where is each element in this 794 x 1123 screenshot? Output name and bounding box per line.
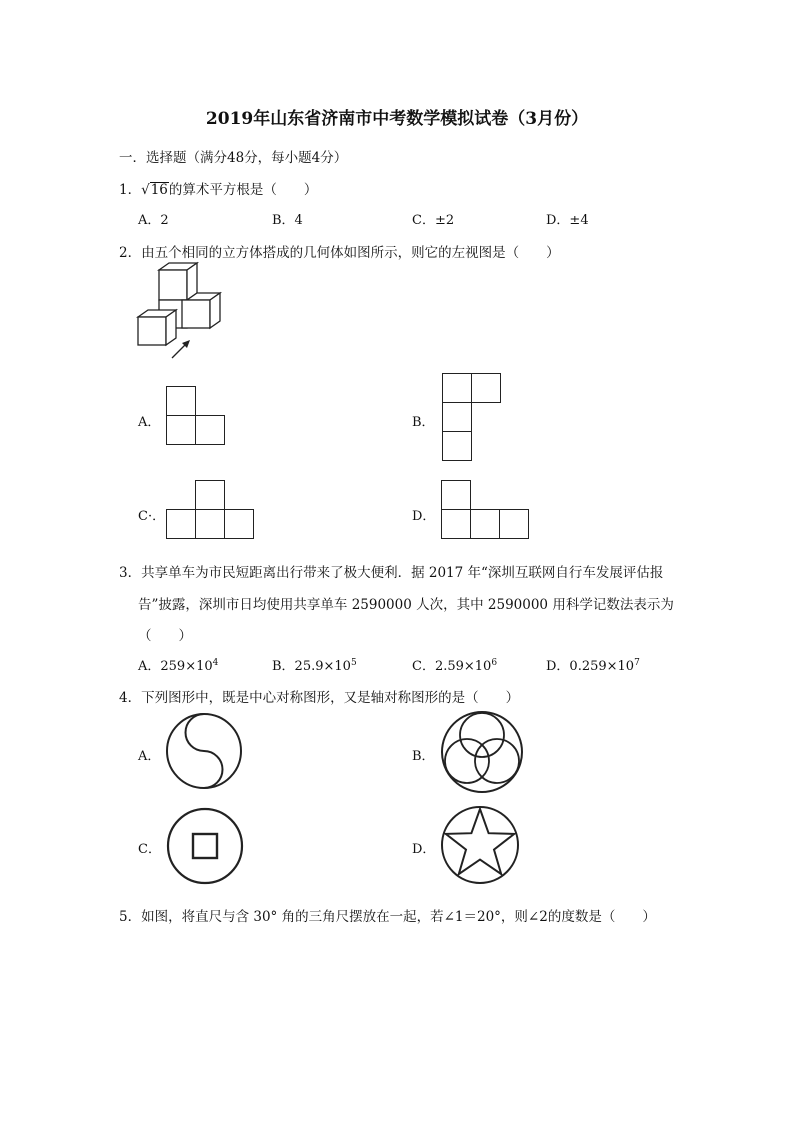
question-3-line-2: 告”披露，深圳市日均使用共享单车 2590000 人次，其中 2590000 用科学记数法表示为: [138, 597, 674, 613]
square: [471, 373, 501, 403]
square: [442, 431, 472, 461]
question-4-stem: 4．下列图形中，既是中心对称图形，又是轴对称图形的是（ ）: [119, 690, 520, 706]
q3-option-c-base: C．2.59×10: [412, 659, 492, 674]
q3-option-a-exponent: 4: [212, 658, 219, 668]
q4-option-a-figure[interactable]: [165, 712, 243, 790]
q2-option-a-figure[interactable]: [166, 386, 228, 448]
q3-option-c[interactable]: [412, 655, 497, 674]
q3-option-a[interactable]: [138, 655, 218, 674]
q1-option-a[interactable]: A．2: [138, 213, 169, 228]
square: [166, 415, 196, 445]
q3-option-d-exponent: 7: [634, 658, 640, 668]
q2-option-c-figure[interactable]: [166, 480, 257, 542]
question-3-line-1: 3．共享单车为市民短距离出行带来了极大便利．据 2017 年“深圳互联网自行车发展评估报: [119, 565, 664, 581]
square: [195, 415, 225, 445]
q3-option-b[interactable]: [272, 655, 357, 674]
square: [441, 480, 471, 510]
question-2-stem: 2．由五个相同的立方体搭成的几何体如图所示，则它的左视图是（ ）: [119, 245, 560, 261]
square: [195, 509, 225, 539]
square: [195, 480, 225, 510]
q1-option-d[interactable]: D．±4: [546, 213, 589, 228]
q3-option-a-base: A．259×10: [138, 659, 213, 674]
q4-option-c-figure[interactable]: [165, 806, 245, 886]
question-1-stem: [119, 178, 317, 198]
q3-option-b-base: B．25.9×10: [272, 659, 351, 674]
q2-option-c-label[interactable]: C·．: [138, 509, 166, 524]
q3-option-c-exponent: 6: [491, 658, 498, 668]
q2-option-d-figure[interactable]: [441, 480, 532, 542]
q1-option-b[interactable]: B．4: [272, 213, 303, 228]
q1-option-c[interactable]: C．±2: [412, 213, 455, 228]
square: [224, 509, 254, 539]
question-1-number: 1．: [119, 182, 142, 198]
q3-option-b-exponent: 5: [350, 658, 357, 668]
q4-option-b-figure[interactable]: [440, 710, 524, 794]
q3-option-d[interactable]: [546, 655, 640, 674]
square: [499, 509, 529, 539]
square: [470, 509, 500, 539]
q4-option-a-label[interactable]: A．: [138, 749, 161, 764]
square: [441, 509, 471, 539]
sqrt-symbol: √: [141, 182, 150, 198]
q4-option-d-label[interactable]: D．: [412, 842, 436, 857]
square: [166, 509, 196, 539]
q2-option-d-label[interactable]: D．: [412, 509, 436, 524]
square: [166, 386, 196, 416]
square: [442, 402, 472, 432]
q3-option-d-base: D．0.259×10: [546, 659, 635, 674]
q2-option-a-label[interactable]: A．: [138, 415, 161, 430]
cube-solid-figure: [132, 262, 232, 366]
q2-option-b-label[interactable]: B．: [412, 415, 435, 430]
question-1-text: 的算术平方根是（ ）: [168, 182, 318, 198]
sqrt-radicand: 16: [150, 182, 168, 198]
section-heading: 一．选择题（满分48分，每小题4分）: [119, 150, 348, 166]
exam-title: 2019年山东省济南市中考数学模拟试卷（3月份）: [205, 109, 589, 129]
square: [442, 373, 472, 403]
q2-option-b-figure[interactable]: [442, 373, 504, 465]
question-3-line-3: （ ）: [138, 628, 192, 644]
q4-option-c-label[interactable]: C．: [138, 842, 161, 857]
question-5-stem: 5．如图，将直尺与含 30° 角的三角尺摆放在一起，若∠1＝20°，则∠2的度数是（ ）: [119, 909, 656, 925]
q4-option-b-label[interactable]: B．: [412, 749, 435, 764]
q4-option-d-figure[interactable]: [439, 804, 521, 886]
